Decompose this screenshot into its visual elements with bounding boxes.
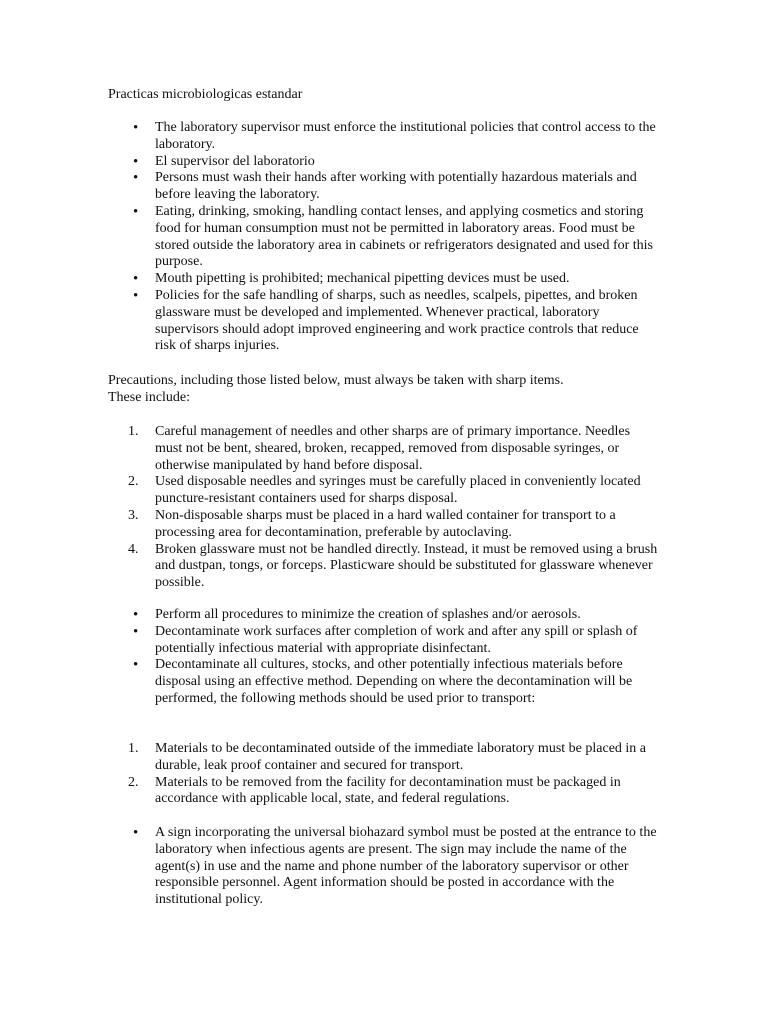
- list-item: • The laboratory supervisor must enforce the institutional policies that control access to the laboratory.: [0, 120, 660, 154]
- page-title: Practicas microbiologicas estandar: [108, 87, 303, 102]
- item-number: 2.: [128, 474, 139, 490]
- list-item: [0, 474, 660, 508]
- list-item: • Persons must wash their hands after working with potentially hazardous materials and before leaving the laboratory.: [0, 170, 660, 204]
- precautions-intro: Precautions, including those listed below, must always be taken with sharp items. These include:: [108, 373, 564, 405]
- list-item: • Policies for the safe handling of sharps, such as needles, scalpels, pipettes, and broken glassware must be developed and implemented. Whenever practical, laboratory supervisors should adopt improved engineering and work practice controls that reduce risk of sharps injuries.: [0, 288, 660, 355]
- list-item: • El supervisor del laboratorio: [0, 154, 660, 171]
- item-number: 3.: [128, 507, 139, 523]
- practices-bullet-list: [0, 120, 768, 355]
- item-number: 2.: [128, 774, 139, 790]
- list-item: [0, 508, 660, 542]
- item-text: Non-disposable sharps must be placed in a hard walled container for transport to a processing area for decontamination, preferable by autoclaving.: [155, 507, 616, 540]
- item-text: Broken glassware must not be handled directly. Instead, it must be removed using a brush and dustpan, tongs, or forceps. Plasticware should be substituted for glassware whenever possible.: [155, 541, 658, 591]
- list-item: [0, 542, 660, 592]
- sharps-numbered-list: [0, 424, 768, 592]
- decontamination-numbered-list: [0, 741, 768, 808]
- item-text: Careful management of needles and other sharps are of primary importance. Needles must not be bent, sheared, broken, recapped, removed from disposable syringes, or otherwise manipulated by hand before disposal.: [155, 424, 631, 473]
- list-item: • Eating, drinking, smoking, handling contact lenses, and applying cosmetics and storing food for human consumption must not be permitted in laboratory areas. Food must be stored outside the laboratory area in cabinets or refrigerators designated and used for this purpose.: [0, 204, 660, 271]
- procedures-bullet-list: [0, 607, 768, 708]
- item-number: 4.: [128, 541, 139, 557]
- item-number: 1.: [128, 741, 139, 756]
- list-item: • Perform all procedures to minimize the creation of splashes and/or aerosols.: [0, 607, 660, 624]
- list-item: • Decontaminate work surfaces after completion of work and after any spill or splash of potentially infectious material with appropriate disinfectant.: [0, 624, 660, 658]
- signage-bullet-list: [0, 825, 768, 909]
- list-item: • Mouth pipetting is prohibited; mechanical pipetting devices must be used.: [0, 271, 660, 288]
- list-item: [0, 424, 660, 474]
- list-item: [0, 741, 660, 775]
- item-number: 1.: [128, 424, 139, 439]
- item-text: Materials to be removed from the facility for decontamination must be packaged in accordance with applicable local, state, and federal regulations.: [155, 774, 621, 807]
- list-item: • Decontaminate all cultures, stocks, and other potentially infectious materials before disposal using an effective method. Depending on where the decontamination will be performed, the following methods should be used prior to transport:: [0, 657, 660, 707]
- list-item: [0, 775, 660, 809]
- item-text: Used disposable needles and syringes must be carefully placed in conveniently located puncture-resistant containers used for sharps disposal.: [155, 474, 641, 507]
- list-item: • A sign incorporating the universal biohazard symbol must be posted at the entrance to the laboratory when infectious agents are present. The sign may include the name of the agent(s) in use and the name and phone number of the laboratory supervisor or other responsible personnel. Agent information should be posted in accordance with the institutional policy.: [0, 825, 660, 909]
- item-text: Materials to be decontaminated outside of the immediate laboratory must be placed in a durable, leak proof container and secured for transport.: [155, 741, 647, 773]
